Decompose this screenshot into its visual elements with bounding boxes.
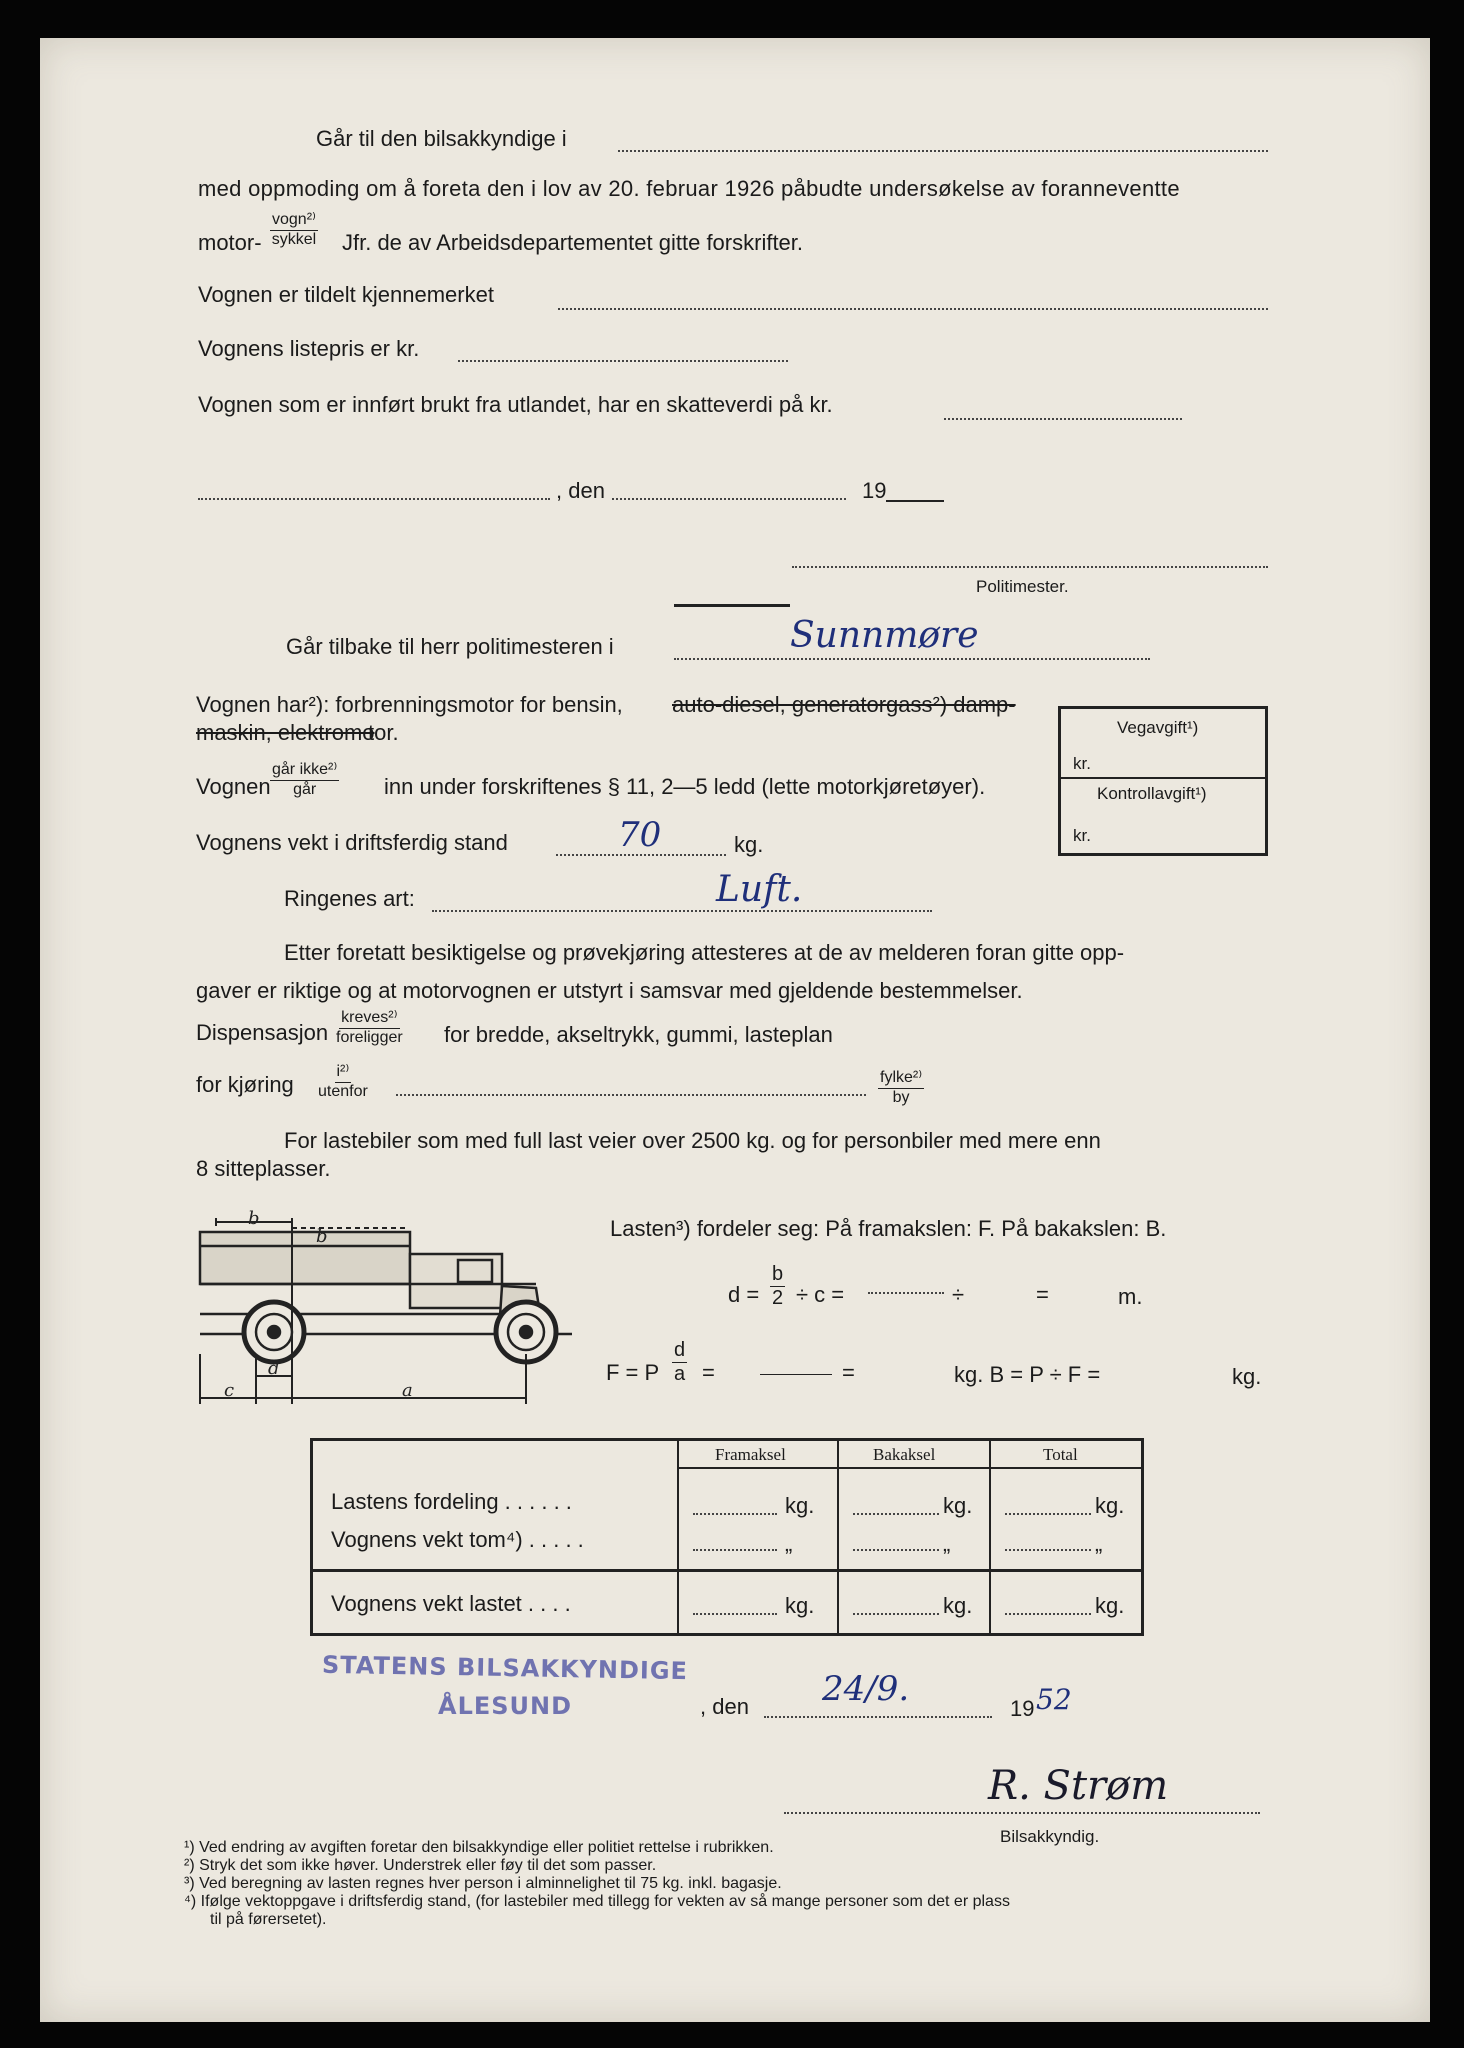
formula-b: kg. B = P ÷ F = — [954, 1362, 1101, 1387]
weight-unit: kg. — [734, 832, 764, 857]
police-title: Politimester. — [976, 577, 1069, 596]
engine-end: tor. — [368, 720, 399, 745]
unit-empty-rear: „ — [943, 1531, 951, 1556]
expert-signature-field[interactable] — [784, 1812, 1260, 1814]
kr-label-1: kr. — [1073, 754, 1091, 773]
diagram-label-d: d — [268, 1358, 280, 1379]
cell-empty-total[interactable] — [1005, 1549, 1091, 1551]
cell-load-front[interactable] — [693, 1513, 777, 1515]
weight-value: 70 — [618, 815, 662, 855]
back-label: Går tilbake til herr politimesteren i — [286, 634, 614, 659]
motor-prefix: motor- — [198, 230, 262, 255]
cell-load-total[interactable] — [1005, 1513, 1091, 1515]
listprice-field[interactable] — [458, 360, 788, 362]
diagram-label-b: b — [248, 1208, 260, 1229]
sig-den: , den — [700, 1694, 749, 1719]
f-field[interactable] — [760, 1374, 832, 1375]
tyres-label: Ringenes art: — [284, 886, 415, 911]
footnote-1: ¹) Ved endring av avgiften foretar den bilsakkyndige eller politiet rettelse i rubrikken. — [184, 1839, 774, 1856]
row-label-loaded: Vognens vekt lastet . . . . — [331, 1591, 571, 1616]
engine-struck: auto-diesel, generatorgass²) damp- — [672, 692, 1016, 717]
truck-diagram — [196, 1204, 572, 1414]
back-value: Sunnmøre — [790, 615, 979, 656]
attest-line-2: gaver er riktige og at motorvognen er utstyrt i samsvar med gjeldende bestemmelser. — [196, 978, 1023, 1003]
expert-field[interactable] — [618, 150, 1268, 152]
fee-divider — [1061, 777, 1265, 779]
disp-fraction: kreves²⁾ foreligger — [336, 1009, 403, 1046]
div-sign: ÷ — [952, 1282, 965, 1307]
year-prefix: 19 — [862, 478, 887, 503]
formula-d-right: ÷ c = — [796, 1282, 845, 1307]
engine-struck-2: maskin, elektromo — [196, 720, 375, 745]
year-field[interactable] — [886, 500, 944, 502]
expert-title: Bilsakkyndig. — [1000, 1827, 1100, 1846]
formula-f: F = P — [606, 1360, 660, 1385]
place-field[interactable] — [198, 498, 550, 500]
road-tax-label: Vegavgift¹) — [1117, 718, 1199, 737]
disp-suffix: for bredde, akseltrykk, gummi, lasteplan — [444, 1022, 833, 1047]
cell-empty-front[interactable] — [693, 1549, 777, 1551]
diagram-label-c: c — [224, 1380, 235, 1401]
import-label: Vognen som er innført brukt fra utlandet, har en skatteverdi på kr. — [198, 392, 833, 417]
section-divider — [674, 604, 790, 607]
unit-load-front: kg. — [785, 1493, 815, 1518]
drive-prefix: for kjøring — [196, 1072, 294, 1097]
drive-fraction: i²⁾ utenfor — [318, 1063, 368, 1100]
tyres-field[interactable] — [432, 910, 932, 912]
fraction-b-2: $\frac{b}{2}$ — [772, 1263, 784, 1309]
formula-d-left: d = — [728, 1282, 760, 1307]
sig-year-hand: 52 — [1036, 1683, 1072, 1716]
date-field[interactable] — [612, 498, 846, 500]
load-intro: Lasten³) fordeler seg: På framakslen: F. På bakakslen: B. — [610, 1216, 1167, 1241]
unit-load-rear: kg. — [943, 1493, 973, 1518]
sig-date: 24/9. — [822, 1669, 910, 1709]
bleed-through — [1100, 383, 1113, 429]
engine-label: Vognen har²): forbrenningsmotor for bensin, — [196, 692, 623, 717]
sig-date-field[interactable] — [764, 1716, 992, 1718]
eq-1: = — [702, 1360, 715, 1385]
weight-label: Vognens vekt i driftsferdig stand — [196, 830, 508, 855]
unit-loaded-front: kg. — [785, 1593, 815, 1618]
d-field-1[interactable] — [868, 1292, 944, 1294]
diagram-label-b2: b — [316, 1226, 328, 1247]
cell-empty-rear[interactable] — [853, 1549, 939, 1551]
unit-loaded-total: kg. — [1095, 1593, 1125, 1618]
row-label-load: Lastens fordeling . . . . . . — [331, 1489, 572, 1514]
light-fraction: går ikke²⁾ går — [272, 761, 338, 798]
diagram-label-a: a — [402, 1380, 413, 1401]
sig-year-prefix: 19 — [1010, 1696, 1035, 1721]
footnote-4: ⁴) Ifølge vektoppgave i driftsferdig stand, (for lastebiler med tillegg for vekten av så mange personer som det er plass — [184, 1893, 1010, 1910]
fee-box — [1058, 706, 1268, 856]
request-line: med oppmoding om å foreta den i lov av 20. februar 1926 påbudte undersøkelse av foranneventte — [198, 176, 1180, 201]
col-header-total: Total — [1043, 1445, 1078, 1464]
cell-loaded-rear[interactable] — [853, 1613, 939, 1615]
footnote-2: ²) Stryk det som ikke høver. Understrek eller føy til det som passer. — [184, 1857, 657, 1874]
motor-suffix: Jfr. de av Arbeidsdepartementet gitte forskrifter. — [342, 230, 804, 255]
truck-line-1: For lastebiler som med full last veier over 2500 kg. og for personbiler med mere enn — [284, 1128, 1101, 1153]
cell-loaded-front[interactable] — [693, 1613, 777, 1615]
unit-load-total: kg. — [1095, 1493, 1125, 1518]
police-signature-field[interactable] — [792, 566, 1268, 568]
footnote-4-cont: til på førersetet). — [210, 1911, 327, 1928]
distribution-table — [310, 1438, 1144, 1636]
back-field[interactable] — [674, 658, 1150, 660]
eq-2: = — [842, 1360, 855, 1385]
kr-label-2: kr. — [1073, 826, 1091, 845]
light-prefix: Vognen — [196, 774, 271, 799]
listprice-label: Vognens listepris er kr. — [198, 336, 420, 361]
eq-m: = — [1036, 1282, 1049, 1307]
to-expert-label: Går til den bilsakkyndige i — [316, 126, 567, 151]
attest-line-1: Etter foretatt besiktigelse og prøvekjøring attesteres at de av melderen foran gitte opp- — [284, 940, 1125, 965]
import-field[interactable] — [944, 418, 1182, 420]
fraction-d-a: $\frac{d}{a}$ — [674, 1339, 686, 1385]
unit-kg: kg. — [1232, 1364, 1262, 1389]
unit-m: m. — [1118, 1284, 1143, 1309]
plate-label: Vognen er tildelt kjennemerket — [198, 282, 494, 307]
truck-line-2: 8 sitteplasser. — [196, 1156, 331, 1181]
region-fraction: fylke²⁾ by — [880, 1069, 923, 1106]
motor-fraction: vogn²⁾ sykkel — [271, 211, 317, 248]
control-fee-label: Kontrollavgift¹) — [1097, 784, 1207, 803]
unit-loaded-rear: kg. — [943, 1593, 973, 1618]
plate-field[interactable] — [558, 308, 1268, 310]
region-field[interactable] — [396, 1094, 866, 1096]
col-header-front: Framaksel — [715, 1445, 786, 1464]
stamp-line-2: ÅLESUND — [438, 1692, 573, 1720]
stamp-line-1: STATENS BILSAKKYNDIGE — [321, 1650, 689, 1686]
cell-load-rear[interactable] — [853, 1513, 939, 1515]
unit-empty-total: „ — [1095, 1531, 1103, 1556]
unit-empty-front: „ — [785, 1531, 793, 1556]
expert-signature: R. Strøm — [988, 1763, 1169, 1809]
light-suffix: inn under forskriftenes § 11, 2—5 ledd (lette motorkjøretøyer). — [384, 774, 986, 799]
footnote-3: ³) Ved beregning av lasten regnes hver person i alminnelighet til 75 kg. inkl. bagasje. — [184, 1875, 782, 1892]
den-label: , den — [556, 478, 605, 503]
col-header-rear: Bakaksel — [873, 1445, 936, 1464]
row-label-empty: Vognens vekt tom⁴) . . . . . — [331, 1527, 584, 1552]
tyres-value: Luft. — [716, 869, 803, 910]
disp-prefix: Dispensasjon — [196, 1020, 329, 1045]
cell-loaded-total[interactable] — [1005, 1613, 1091, 1615]
